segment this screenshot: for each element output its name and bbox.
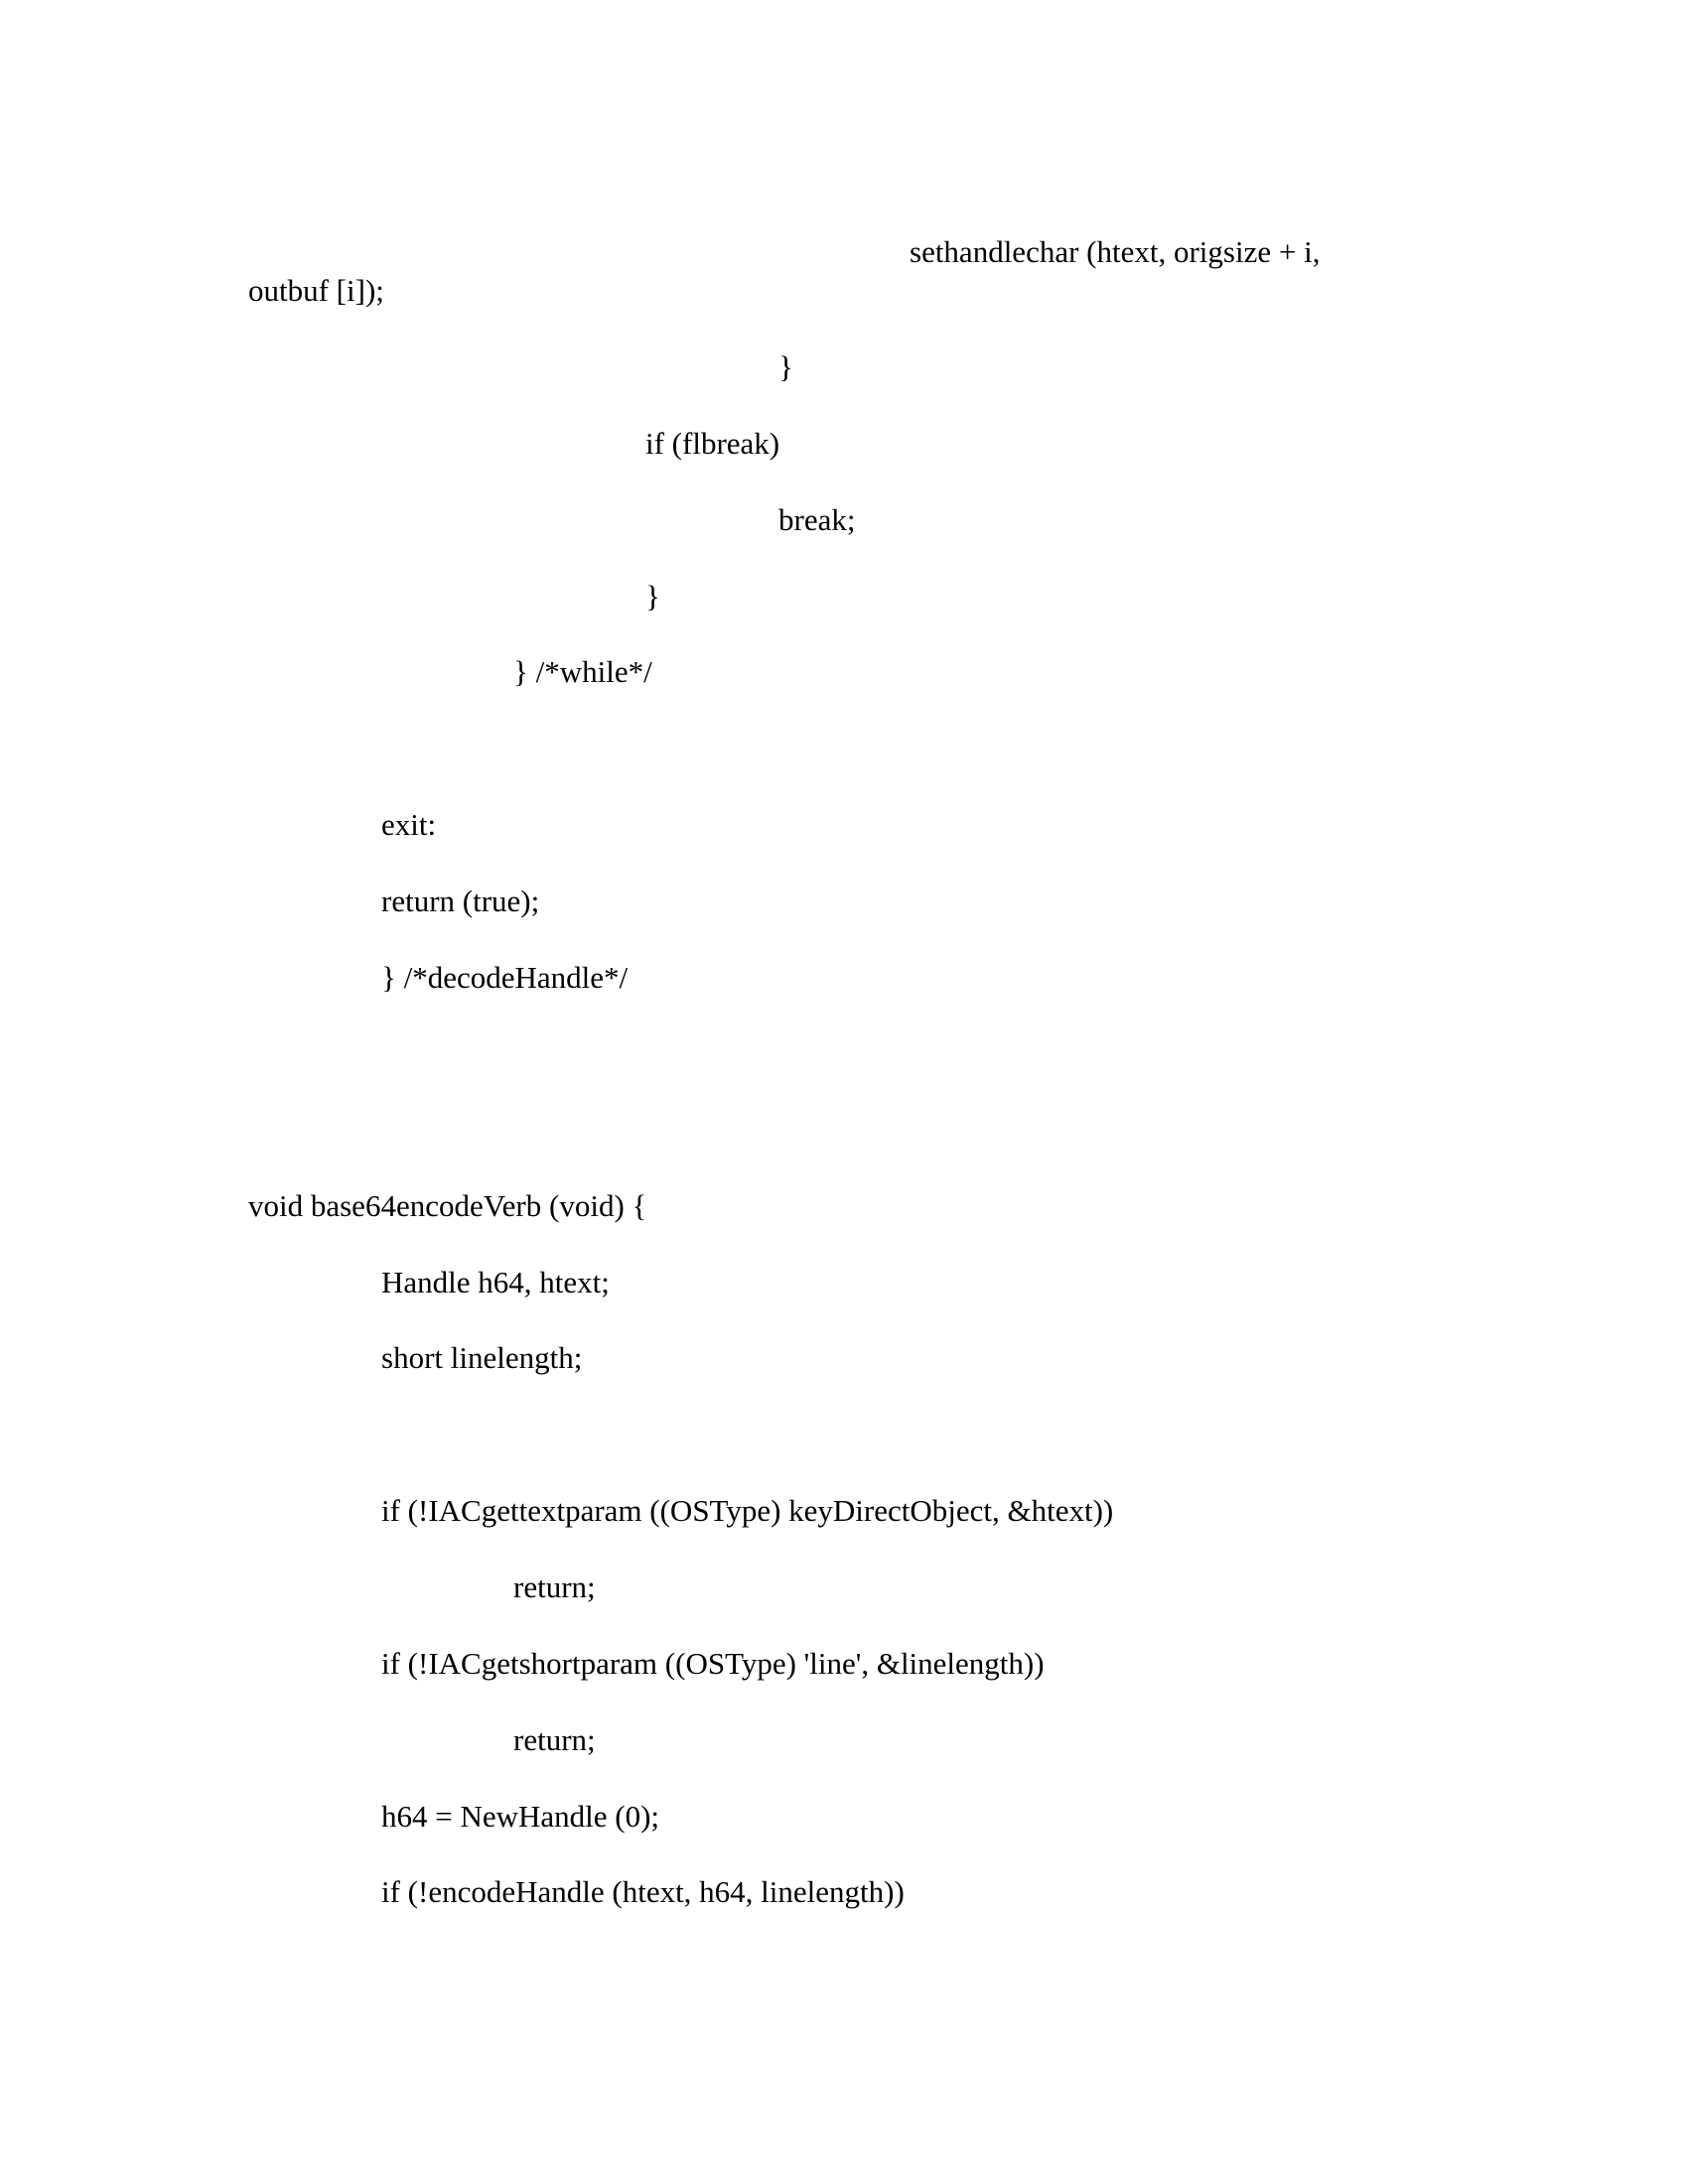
code-line: if (!IACgettextparam ((OSType) keyDirectObject, &htext)) — [381, 1493, 1114, 1528]
code-line: outbuf [i]); — [248, 273, 384, 308]
code-line: short linelength; — [381, 1340, 583, 1375]
code-line: } — [778, 349, 793, 384]
code-line: } /*decodeHandle*/ — [381, 960, 629, 995]
code-line: if (!encodeHandle (htext, h64, linelength)) — [381, 1874, 905, 1909]
code-line: h64 = NewHandle (0); — [381, 1799, 660, 1834]
code-line: if (flbreak) — [645, 426, 780, 461]
code-line: sethandlechar (htext, origsize + i, — [910, 234, 1321, 269]
code-line: return; — [513, 1722, 596, 1757]
code-line: Handle h64, htext; — [381, 1265, 610, 1299]
code-line: exit: — [381, 807, 437, 842]
code-line: if (!IACgetshortparam ((OSType) 'line', &linelength)) — [381, 1646, 1045, 1681]
code-line: } /*while*/ — [513, 654, 652, 689]
code-line: void base64encodeVerb (void) { — [248, 1188, 647, 1223]
code-line: break; — [778, 502, 856, 537]
code-line: return (true); — [381, 884, 540, 918]
code-line: } — [645, 579, 660, 614]
code-line: return; — [513, 1570, 596, 1604]
